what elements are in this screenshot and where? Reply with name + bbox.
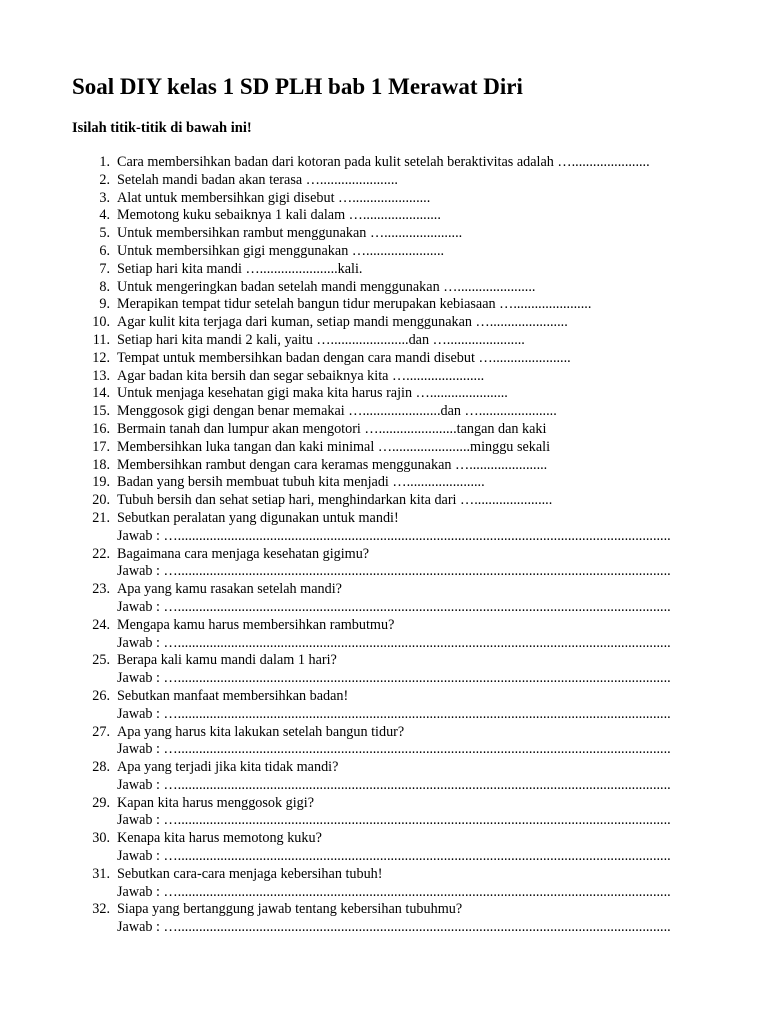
answer-line: Jawab : …........................................................................................................................................... bbox=[117, 563, 671, 580]
answer-row bbox=[72, 563, 712, 581]
fill-in-question bbox=[72, 207, 712, 225]
fill-in-question bbox=[72, 474, 712, 492]
question-number: 30. bbox=[92, 830, 110, 847]
question-number: 21. bbox=[92, 509, 110, 526]
answer-row bbox=[72, 528, 712, 546]
question-number: 4. bbox=[99, 207, 110, 224]
answer-row bbox=[72, 741, 712, 759]
question-number: 20. bbox=[92, 492, 110, 509]
question-text: Untuk menjaga kesehatan gigi maka kita harus rajin …...................... bbox=[117, 385, 508, 402]
question-text: Sebutkan manfaat membersihkan badan! bbox=[117, 687, 349, 704]
answer-line: Jawab : …........................................................................................................................................... bbox=[117, 634, 671, 651]
question-number: 28. bbox=[92, 759, 110, 776]
answer-row bbox=[72, 884, 712, 902]
question-number: 6. bbox=[99, 242, 110, 259]
essay-question bbox=[72, 795, 712, 813]
question-text: Apa yang kamu rasakan setelah mandi? bbox=[117, 581, 342, 598]
question-number: 31. bbox=[92, 865, 110, 882]
question-number: 17. bbox=[92, 438, 110, 455]
answer-row bbox=[72, 812, 712, 830]
question-number: 16. bbox=[92, 420, 110, 437]
answer-line: Jawab : …........................................................................................................................................... bbox=[117, 883, 671, 900]
question-text: Untuk mengeringkan badan setelah mandi menggunakan …...................... bbox=[117, 278, 536, 295]
essay-question bbox=[72, 759, 712, 777]
essay-question bbox=[72, 866, 712, 884]
question-text: Sebutkan peralatan yang digunakan untuk mandi! bbox=[117, 509, 399, 526]
question-text: Cara membersihkan badan dari kotoran pada kulit setelah beraktivitas adalah …...................... bbox=[117, 154, 650, 170]
instruction-text: Isilah titik-titik di bawah ini! bbox=[72, 120, 252, 136]
essay-question bbox=[72, 901, 712, 919]
fill-in-question bbox=[72, 154, 712, 172]
question-number: 22. bbox=[92, 545, 110, 562]
question-number: 14. bbox=[92, 385, 110, 402]
question-number: 26. bbox=[92, 687, 110, 704]
essay-question bbox=[72, 724, 712, 742]
question-text: Untuk membersihkan rambut menggunakan …...................... bbox=[117, 225, 463, 242]
question-text: Tubuh bersih dan sehat setiap hari, menghindarkan kita dari …...................... bbox=[117, 492, 553, 509]
fill-in-question bbox=[72, 296, 712, 314]
document-title: Soal DIY kelas 1 SD PLH bab 1 Merawat Diri bbox=[72, 74, 523, 99]
question-text: Setelah mandi badan akan terasa …...................... bbox=[117, 171, 398, 188]
fill-in-question bbox=[72, 225, 712, 243]
question-number: 32. bbox=[92, 901, 110, 918]
question-text: Bagaimana cara menjaga kesehatan gigimu? bbox=[117, 545, 370, 562]
question-text: Merapikan tempat tidur setelah bangun tidur merupakan kebiasaan …...................... bbox=[117, 296, 592, 313]
question-number: 3. bbox=[99, 189, 110, 206]
answer-line: Jawab : …........................................................................................................................................... bbox=[117, 598, 671, 615]
question-number: 13. bbox=[92, 367, 110, 384]
question-text: Mengapa kamu harus membersihkan rambutmu? bbox=[117, 616, 395, 633]
question-number: 27. bbox=[92, 723, 110, 740]
question-number: 25. bbox=[92, 652, 110, 669]
essay-question bbox=[72, 688, 712, 706]
answer-line: Jawab : …........................................................................................................................................... bbox=[117, 670, 671, 687]
question-number: 15. bbox=[92, 403, 110, 420]
answer-row bbox=[72, 706, 712, 724]
fill-in-question bbox=[72, 368, 712, 386]
question-number: 18. bbox=[92, 456, 110, 473]
question-list bbox=[72, 154, 712, 937]
answer-row bbox=[72, 777, 712, 795]
fill-in-question bbox=[72, 439, 712, 457]
fill-in-question bbox=[72, 492, 712, 510]
question-number: 23. bbox=[92, 581, 110, 598]
fill-in-question bbox=[72, 261, 712, 279]
essay-question bbox=[72, 581, 712, 599]
question-text: Membersihkan rambut dengan cara keramas menggunakan …...................... bbox=[117, 456, 548, 473]
fill-in-question bbox=[72, 385, 712, 403]
essay-question bbox=[72, 510, 712, 528]
essay-question bbox=[72, 617, 712, 635]
question-text: Apa yang terjadi jika kita tidak mandi? bbox=[117, 759, 339, 776]
fill-in-question bbox=[72, 279, 712, 297]
fill-in-question bbox=[72, 243, 712, 261]
question-number: 12. bbox=[92, 349, 110, 366]
question-number: 9. bbox=[99, 296, 110, 313]
question-text: Untuk membersihkan gigi menggunakan …...................... bbox=[117, 242, 445, 259]
fill-in-question bbox=[72, 172, 712, 190]
essay-question bbox=[72, 546, 712, 564]
question-number: 10. bbox=[92, 314, 110, 331]
question-text: Sebutkan cara-cara menjaga kebersihan tubuh! bbox=[117, 865, 383, 882]
answer-line: Jawab : …........................................................................................................................................... bbox=[117, 705, 671, 722]
fill-in-question bbox=[72, 457, 712, 475]
answer-line: Jawab : …........................................................................................................................................... bbox=[117, 919, 671, 936]
question-number: 7. bbox=[99, 260, 110, 277]
answer-row bbox=[72, 599, 712, 617]
question-text: Kenapa kita harus memotong kuku? bbox=[117, 830, 322, 847]
question-text: Bermain tanah dan lumpur akan mengotori …......................tangan dan kaki bbox=[117, 420, 547, 437]
question-number: 8. bbox=[99, 278, 110, 295]
fill-in-question bbox=[72, 314, 712, 332]
answer-line: Jawab : …........................................................................................................................................... bbox=[117, 776, 671, 793]
answer-line: Jawab : …........................................................................................................................................... bbox=[117, 741, 671, 758]
question-text: Apa yang harus kita lakukan setelah bangun tidur? bbox=[117, 723, 405, 740]
question-number: 19. bbox=[92, 474, 110, 491]
question-number: 2. bbox=[99, 171, 110, 188]
fill-in-question bbox=[72, 190, 712, 208]
question-text: Berapa kali kamu mandi dalam 1 hari? bbox=[117, 652, 337, 669]
question-number: 29. bbox=[92, 794, 110, 811]
fill-in-question bbox=[72, 332, 712, 350]
fill-in-question bbox=[72, 421, 712, 439]
question-text: Menggosok gigi dengan benar memakai …......................dan …...................... bbox=[117, 403, 557, 420]
question-text: Agar kulit kita terjaga dari kuman, setiap mandi menggunakan …...................... bbox=[117, 314, 568, 331]
answer-line: Jawab : …........................................................................................................................................... bbox=[117, 527, 671, 544]
question-text: Agar badan kita bersih dan segar sebaiknya kita …...................... bbox=[117, 367, 485, 384]
question-number: 24. bbox=[92, 616, 110, 633]
question-text: Setiap hari kita mandi …......................kali. bbox=[117, 260, 363, 277]
fill-in-question bbox=[72, 350, 712, 368]
question-text: Memotong kuku sebaiknya 1 kali dalam …...................... bbox=[117, 207, 441, 224]
answer-row bbox=[72, 919, 712, 937]
question-text: Siapa yang bertanggung jawab tentang kebersihan tubuhmu? bbox=[117, 901, 463, 918]
question-number: 11. bbox=[92, 331, 110, 348]
question-text: Alat untuk membersihkan gigi disebut …...................... bbox=[117, 189, 431, 206]
essay-question bbox=[72, 830, 712, 848]
question-number: 5. bbox=[99, 225, 110, 242]
question-text: Badan yang bersih membuat tubuh kita menjadi …...................... bbox=[117, 474, 485, 491]
question-text: Membersihkan luka tangan dan kaki minimal …......................minggu sekali bbox=[117, 438, 551, 455]
essay-question bbox=[72, 652, 712, 670]
answer-row bbox=[72, 635, 712, 653]
answer-line: Jawab : …........................................................................................................................................... bbox=[117, 848, 671, 865]
question-text: Kapan kita harus menggosok gigi? bbox=[117, 794, 315, 811]
question-text: Setiap hari kita mandi 2 kali, yaitu …......................dan …...................... bbox=[117, 331, 525, 348]
question-text: Tempat untuk membersihkan badan dengan cara mandi disebut …...................... bbox=[117, 349, 571, 366]
fill-in-question bbox=[72, 403, 712, 421]
answer-row bbox=[72, 670, 712, 688]
answer-row bbox=[72, 848, 712, 866]
question-number: 1. bbox=[99, 154, 110, 170]
answer-line: Jawab : …........................................................................................................................................... bbox=[117, 812, 671, 829]
